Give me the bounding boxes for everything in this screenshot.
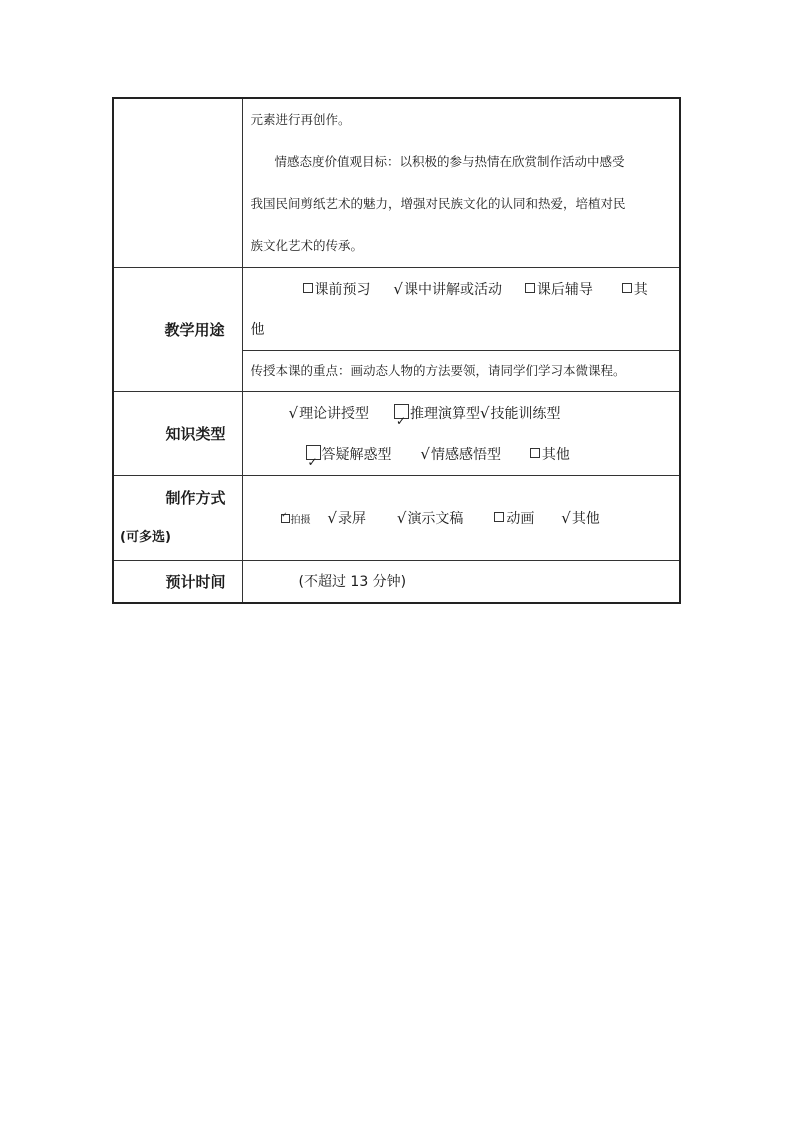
- goals-line-4: 族文化艺术的传承。: [250, 238, 364, 253]
- lecture-label: 课中讲解或活动: [403, 281, 502, 298]
- preview-option[interactable]: [303, 282, 371, 298]
- emotion-label: 情感感悟型: [430, 446, 501, 463]
- knowledge-row: [113, 392, 680, 476]
- goals-line-2: 情感态度价值观目标：以积极的参与热情在欣赏制作活动中感受: [274, 154, 625, 169]
- qa-label: 答疑解惑型: [321, 446, 392, 463]
- other-knowledge-option[interactable]: [530, 447, 570, 463]
- unchecked-box-icon: [622, 283, 632, 293]
- check-mark-icon: √: [393, 279, 403, 298]
- unchecked-box-icon: [530, 448, 540, 458]
- theory-label: 理论讲授型: [299, 405, 370, 422]
- duration-label: 预计时间: [113, 561, 242, 603]
- goals-line-3: 我国民间剪纸艺术的魅力，增强对民族文化的认同和热爱，培植对民: [250, 196, 626, 211]
- production-row: [113, 476, 680, 561]
- other-usage-option[interactable]: [622, 282, 648, 298]
- knowledge-options-cell: [242, 392, 680, 476]
- check-mark-icon: √: [396, 509, 407, 527]
- unchecked-box-icon: [303, 283, 313, 293]
- skill-label: 技能训练型: [490, 405, 561, 422]
- goals-line-1: 元素进行再创作。: [250, 112, 351, 127]
- shoot-label: 拍摄: [290, 515, 311, 526]
- emotion-option[interactable]: [420, 444, 501, 463]
- usage-options-cell: [242, 268, 680, 351]
- check-mark-icon: √: [288, 403, 299, 422]
- lecture-option[interactable]: [393, 279, 502, 298]
- slides-option[interactable]: [397, 511, 464, 527]
- theory-option[interactable]: [288, 403, 370, 422]
- animation-label: 动画: [506, 511, 535, 527]
- preview-label: 课前预习: [314, 281, 371, 298]
- checked-box-icon: [394, 404, 409, 419]
- info-table: [112, 97, 681, 604]
- unchecked-box-icon: [525, 283, 535, 293]
- animation-option[interactable]: [494, 511, 534, 527]
- shoot-option[interactable]: [281, 515, 311, 526]
- checked-box-icon: [281, 514, 290, 523]
- other-usage-label-2: 他: [250, 321, 265, 338]
- usage-row: [113, 268, 680, 351]
- slides-label: 演示文稿: [407, 511, 464, 527]
- usage-label: 教学用途: [113, 268, 242, 392]
- tutoring-option[interactable]: [525, 282, 593, 298]
- qa-option[interactable]: [306, 447, 392, 463]
- other-usage-label-1: 其: [633, 281, 648, 298]
- duration-value: (不超过 13 分钟): [298, 574, 407, 591]
- check-mark-icon: √: [561, 509, 571, 527]
- record-label: 录屏: [337, 511, 366, 527]
- focus-cell: [242, 351, 680, 392]
- duration-row: [113, 561, 680, 603]
- other-production-option[interactable]: [561, 511, 600, 527]
- production-label-cell: [113, 476, 242, 561]
- production-sublabel: (可多选): [120, 530, 171, 545]
- goals-content-cell: [242, 98, 680, 268]
- tutoring-label: 课后辅导: [536, 281, 593, 298]
- focus-text: 传授本课的重点：画动态人物的方法要领，请同学们学习本微课程。: [250, 363, 626, 378]
- unchecked-box-icon: [494, 512, 504, 522]
- check-mark-icon: √: [479, 403, 490, 422]
- other-production-label: 其他: [571, 511, 600, 527]
- skill-option[interactable]: [479, 403, 561, 422]
- reasoning-label: 推理演算型: [409, 405, 480, 422]
- production-options-cell: [242, 476, 680, 561]
- record-option[interactable]: [327, 511, 366, 527]
- other-knowledge-label: 其他: [541, 446, 570, 463]
- check-mark-icon: √: [327, 509, 337, 527]
- reasoning-option[interactable]: [394, 406, 480, 422]
- goals-label-cell: [113, 98, 242, 268]
- duration-cell: [242, 561, 680, 603]
- production-label: 制作方式: [165, 489, 226, 507]
- knowledge-label: 知识类型: [113, 392, 242, 476]
- checked-box-icon: [306, 445, 321, 460]
- check-mark-icon: √: [420, 444, 430, 463]
- goals-row: [113, 98, 680, 268]
